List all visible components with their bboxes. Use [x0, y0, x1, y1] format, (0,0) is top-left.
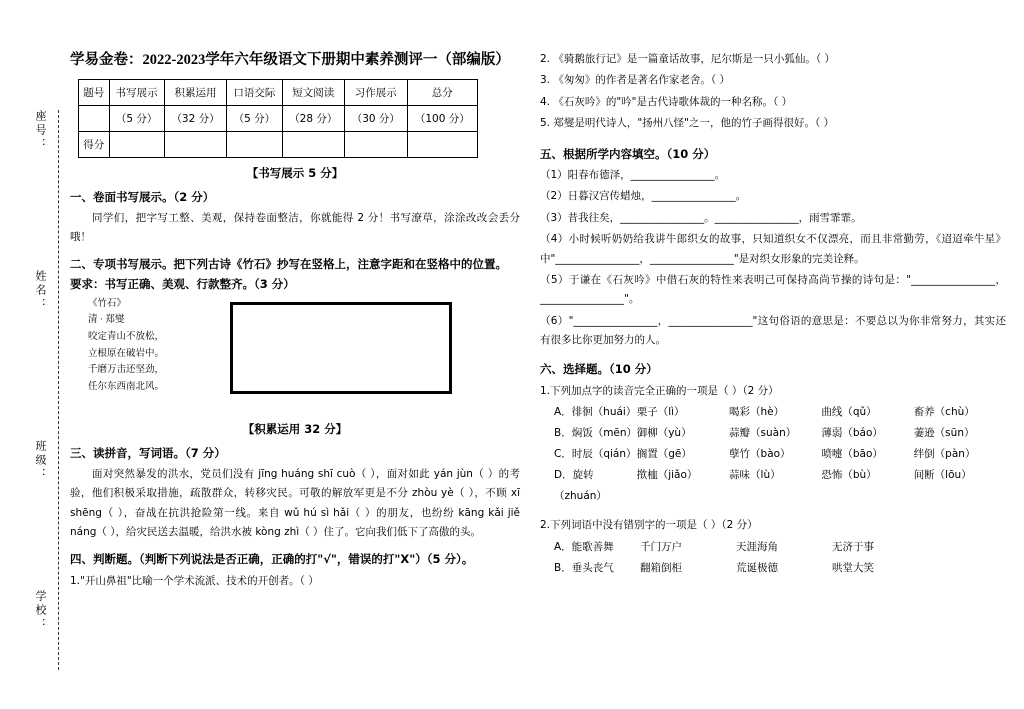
score-cell: 习作展示 — [345, 80, 408, 106]
poem-copy-area — [70, 296, 520, 414]
poem-line: 千磨万击还坚劲， — [88, 365, 165, 376]
score-cell-blank[interactable] — [164, 132, 227, 158]
option-word: A．能歌善舞 — [554, 540, 614, 553]
question-5-title: 五、根据所学内容填空。（10 分） — [540, 146, 716, 161]
score-cell-blank[interactable] — [109, 132, 164, 158]
option-word: 孽竹（bào） — [729, 448, 791, 461]
option-word: 天涯海角 — [736, 540, 778, 553]
seal-dashed-line — [58, 110, 59, 670]
option-word: 蒜瓣（suàn） — [729, 427, 797, 440]
choice-option-b[interactable] — [554, 423, 1006, 444]
fill-blank-item: （4）小时候听奶奶给我讲牛郎织女的故事，只知道织女不仅漂亮，而且非常勤劳，《迢迢牵牛星》中"________________，________________"是对织女形象的完美诠释。 — [540, 233, 1006, 265]
score-cell: 积累运用 — [164, 80, 227, 106]
choice-option-d[interactable] — [554, 465, 1006, 507]
option-word: A．徘徊（huái） — [554, 406, 637, 419]
seal-margin — [18, 110, 62, 670]
section-header-accumulation: 【积累运用 32 分】 — [242, 421, 348, 436]
choice2-option-b[interactable] — [554, 558, 1006, 579]
score-cell: （32 分） — [164, 106, 227, 132]
seal-label-name: 姓名： — [34, 270, 47, 312]
table-row — [79, 80, 478, 106]
option-word: 搁置（gē） — [636, 448, 692, 461]
score-cell-blank[interactable] — [345, 132, 408, 158]
left-column — [70, 48, 520, 592]
right-column — [540, 48, 1006, 579]
choice-option-c[interactable] — [554, 444, 1006, 465]
score-cell — [79, 106, 110, 132]
fill-blank-item: （2）日暮汉宫传蜡烛，________________。 — [540, 190, 747, 203]
choice2-option-a[interactable] — [554, 537, 1006, 558]
score-cell: （28 分） — [282, 106, 345, 132]
poem-line: 咬定青山不放松， — [88, 332, 165, 343]
section-header-writing: 【书写展示 5 分】 — [246, 166, 344, 180]
score-cell: （30 分） — [345, 106, 408, 132]
fill-blank-item: （6）"________________，________________"这句俗语的意思是：不要总以为你非常努力，其实还有很多比你更加努力的人。 — [540, 314, 1006, 347]
score-table — [78, 79, 478, 158]
option-word: 绊倒（pàn） — [913, 448, 976, 461]
option-word: 翻箱倒柜 — [640, 561, 682, 574]
score-cell-blank[interactable] — [407, 132, 477, 158]
score-cell: 得分 — [79, 132, 110, 158]
poem-line: 立根原在破岩中。 — [88, 348, 165, 359]
seal-label-school: 学校： — [34, 590, 47, 632]
option-word: 畜养（chù） — [913, 406, 975, 419]
option-word: 喝彩（hè） — [729, 406, 785, 419]
judge-item: 3. 《匆匆》的作者是著名作家老舍。（ ） — [540, 74, 730, 87]
fill-blank-item: （1）阳春布德泽，________________。 — [540, 168, 726, 181]
judge-item: 4. 《石灰吟》的"吟"是古代诗歌体裁的一种名称。（ ） — [540, 95, 793, 108]
option-word: 千门万户 — [640, 540, 682, 553]
table-row — [79, 132, 478, 158]
question-3-title: 三、读拼音，写词语。（7 分） — [70, 445, 226, 460]
score-cell-blank[interactable] — [227, 132, 282, 158]
poem-title: 《竹石》 — [88, 298, 127, 309]
score-cell: 题号 — [79, 80, 110, 106]
choice-question-1: 1.下列加点字的读音完全正确的一项是（ ）（2 分） — [540, 384, 779, 397]
score-cell: （100 分） — [407, 106, 477, 132]
option-word: 喷嚏（bāo） — [821, 448, 883, 461]
question-1-text: 同学们，把字写工整、美观，保持卷面整洁，你就能得 2 分！书写潦草，涂涂改改会丢分哦！ — [70, 212, 520, 244]
poem-text — [88, 296, 164, 396]
option-word: 薄弱（báo） — [821, 427, 883, 440]
page-title: 学易金卷：2022-2023学年六年级语文下册期中素养测评一（部编版） — [70, 52, 510, 68]
poem-line: 任尔东西南北风。 — [88, 381, 165, 392]
choice-question-2: 2.下列词语中没有错别字的一项是（ ）（2 分） — [540, 519, 758, 532]
option-word: 蒜味（lù） — [729, 469, 781, 482]
question-3-text: 面对突然暴发的洪水，党员们没有 jīng huáng shī cuò（ ），面对如此 yán jùn（ ）的考验，他们积极采取措施，疏散群众，转移灾民。可敬的解放军更是不分 zhòu yè（ ），不顾 xī shēng（ ），奋战在抗洪抢险第一线。来自 wǔ hú sì hǎi（ ）的朋友，也纷纷 kāng kǎi jiě náng（ ），给灾民送去温暖，给洪水被 kòng zhì（ ）住了。它向我们低下了高傲的头。 — [70, 467, 520, 539]
option-word: 栗子（lì） — [636, 406, 685, 419]
score-cell: 书写展示 — [109, 80, 164, 106]
judge-item: 5. 郑燮是明代诗人，"扬州八怪"之一，他的竹子画得很好。（ ） — [540, 117, 835, 130]
score-cell: 总分 — [407, 80, 477, 106]
option-word: 揿桖（jiǎo） — [636, 469, 698, 482]
option-word: 萋逊（sūn） — [913, 427, 975, 440]
option-word: 间断（lōu） — [913, 469, 972, 482]
handwriting-answer-box[interactable] — [230, 302, 452, 394]
judge-item: 1."开山鼻祖"比喻一个学术流派、技术的开创者。（ ） — [70, 574, 319, 587]
question-1-title: 一、卷面书写展示。（2 分） — [70, 190, 215, 204]
option-word: 荒诞极德 — [736, 561, 778, 574]
poem-author: 清 · 郑燮 — [88, 315, 125, 326]
score-cell-blank[interactable] — [282, 132, 345, 158]
seal-label-seat: 座号： — [34, 110, 47, 152]
choice-option-a[interactable] — [554, 402, 1006, 423]
option-word: B．垂头丧气 — [554, 561, 614, 574]
option-word: 哄堂大笑 — [832, 561, 874, 574]
option-word: C．时辰（qián） — [554, 448, 637, 461]
question-2-requirement: 要求：书写正确、美观、行款整齐。（3 分） — [70, 276, 295, 291]
seal-label-class: 班级： — [34, 440, 47, 482]
option-word: B．焖饭（mēn） — [554, 427, 638, 440]
option-word: 恐怖（bù） — [821, 469, 877, 482]
score-cell: （5 分） — [227, 106, 282, 132]
score-cell: 口语交际 — [227, 80, 282, 106]
judge-item: 2. 《骑鹅旅行记》是一篇童话故事，尼尔斯是一只小狐仙。（ ） — [540, 53, 835, 65]
question-6-title: 六、选择题。（10 分） — [540, 361, 658, 376]
option-word: D．旋转（zhuán） — [554, 469, 607, 503]
table-row — [79, 106, 478, 132]
fill-blank-item: （5）于谦在《石灰吟》中借石灰的特性来表明己可保持高尚节操的诗句是："________________，________________"。 — [540, 273, 1006, 306]
option-word: 曲线（qǔ） — [821, 406, 877, 419]
question-2-title: 二、专项书写展示。把下列古诗《竹石》抄写在竖格上，注意字距和在竖格中的位置。 — [70, 256, 507, 271]
score-cell: 短文阅读 — [282, 80, 345, 106]
option-word: 御柳（yù） — [636, 427, 692, 440]
fill-blank-item: （3）昔我往矣，________________。________________，雨雪霏霏。 — [540, 211, 862, 224]
score-cell: （5 分） — [109, 106, 164, 132]
question-4-title: 四、判断题。（判断下列说法是否正确，正确的打"√"，错误的打"X"）（5 分）。 — [70, 551, 474, 566]
option-word: 无济于事 — [832, 540, 874, 553]
